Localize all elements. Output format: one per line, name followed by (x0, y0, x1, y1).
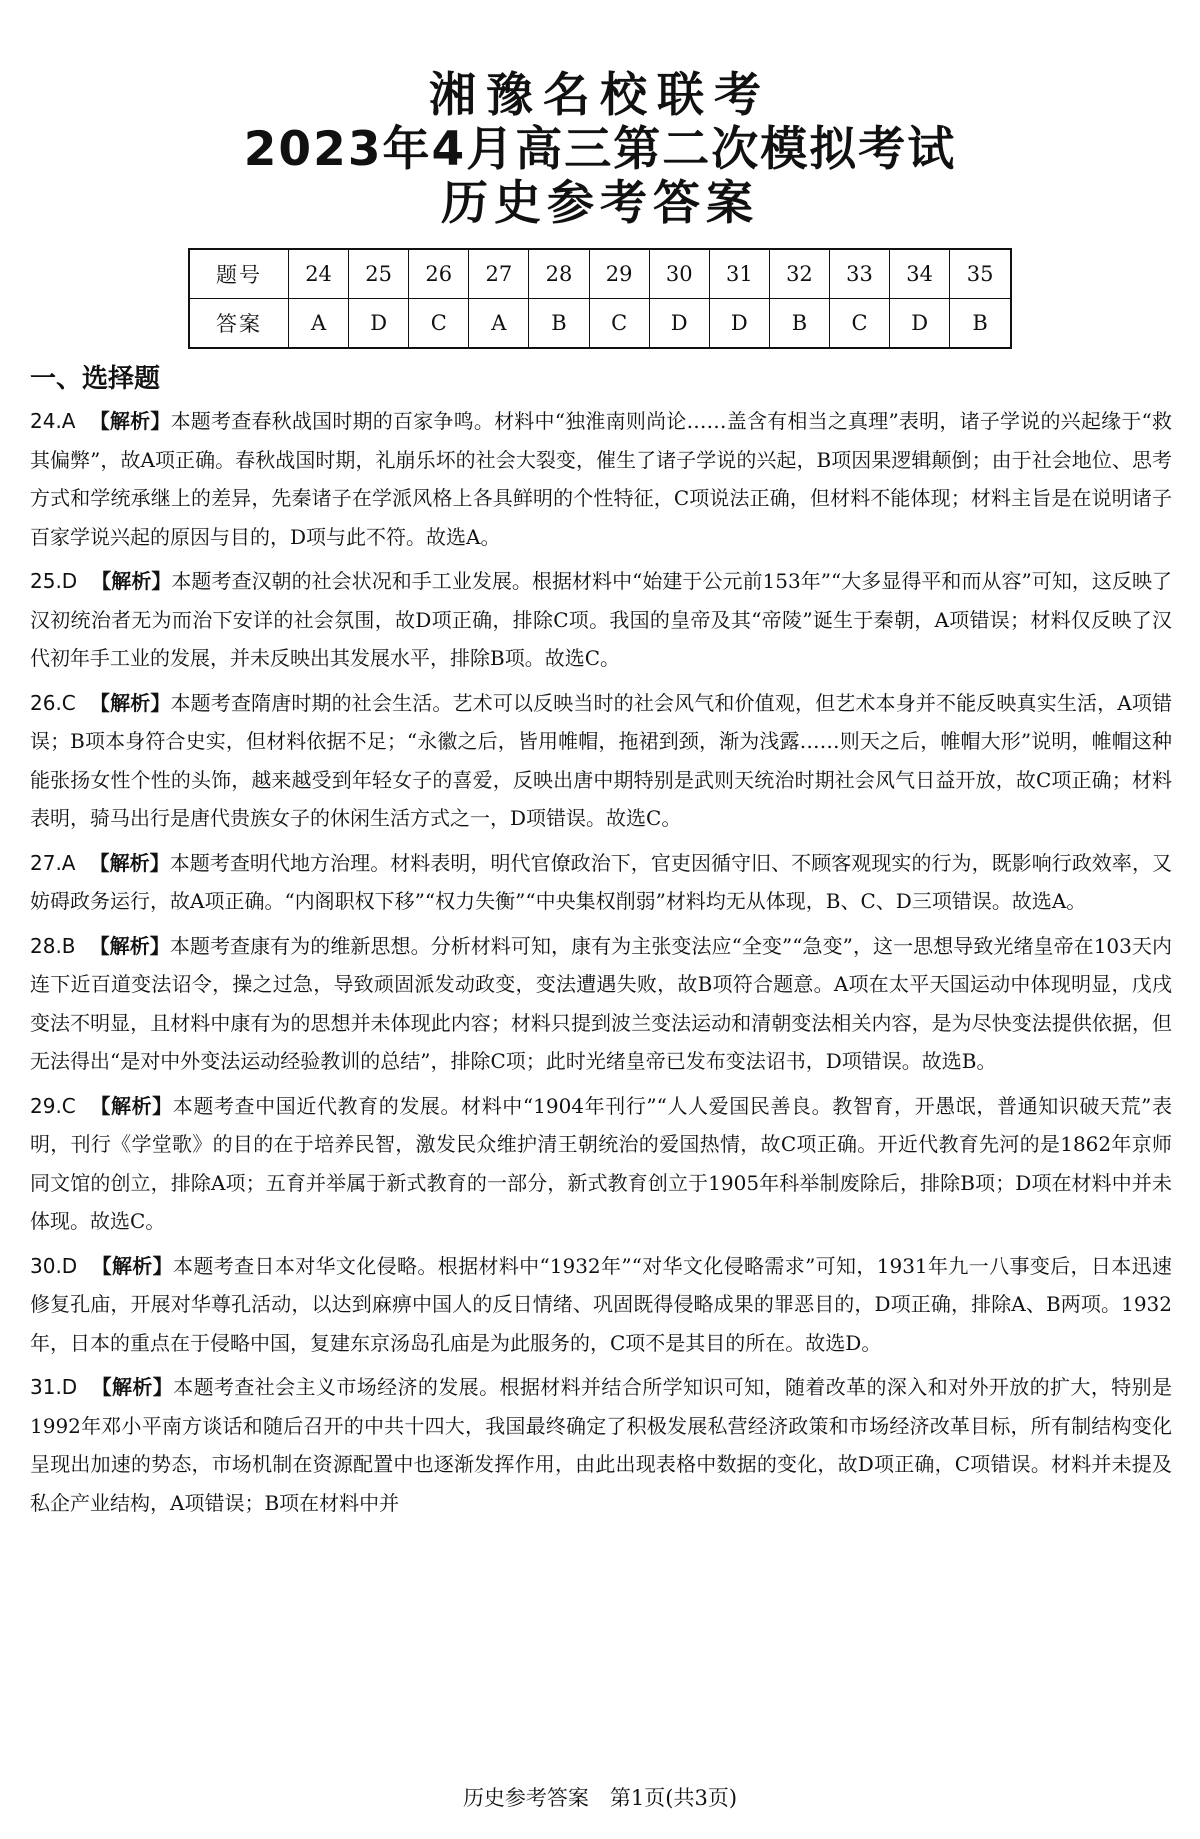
answer-cell: D (649, 299, 709, 349)
answer-explanation-item (30, 1368, 1172, 1522)
answer-cell: D (709, 299, 769, 349)
analysis-text: 本题考查隋唐时期的社会生活。艺术可以反映当时的社会风气和价值观，但艺术本身并不能反映真实生活，A项错误；B项本身符合史实，但材料依据不足；“永徽之后，皆用帷帽，拖裙到颈，渐为浅露……则天之后，帷帽大形”说明，帷帽这种能张扬女性个性的头饰，越来越受到年轻女子的喜爱，反映出唐中期特别是武则天统治时期社会风气日益开放，故C项正确；材料表明，骑马出行是唐代贵族女子的休闲生活方式之一，D项错误。故选C。 (30, 690, 1173, 830)
answer-cell: C (829, 299, 889, 349)
answer-table-row-label: 答案 (189, 299, 289, 349)
answer-explanations (30, 402, 1172, 1528)
question-number-cell: 29 (589, 249, 649, 299)
item-number: 24.A (30, 409, 76, 433)
item-number: 31.D (30, 1375, 78, 1399)
answer-cell: D (349, 299, 409, 349)
answer-table-number-row (189, 249, 1011, 299)
answer-cell: A (469, 299, 529, 349)
answer-explanation-item (30, 927, 1172, 1081)
question-number-cell: 25 (349, 249, 409, 299)
analysis-tag: 【解析】 (89, 933, 170, 958)
item-number: 28.B (30, 933, 76, 958)
item-number: 25.D (30, 569, 78, 593)
answer-explanation-item (30, 402, 1172, 556)
answer-explanation-item (30, 844, 1172, 921)
section-title: 一、选择题 (30, 364, 161, 394)
analysis-text: 本题考查春秋战国时期的百家争鸣。材料中“独淮南则尚论……盖含有相当之真理”表明，诸子学说的兴起缘于“救其偏弊”，故A项正确。春秋战国时期，礼崩乐坏的社会大裂变，催生了诸子学说的兴起，B项因果逻辑颠倒；由于社会地位、思考方式和学统承继上的差异，先秦诸子在学派风格上各具鲜明的个性特征，C项说法正确，但材料不能体现；材料主旨是在说明诸子百家学说兴起的原因与目的，D项与此不符。故选A。 (30, 409, 1172, 549)
analysis-text: 本题考查康有为的维新思想。分析材料可知，康有为主张变法应“全变”“急变”，这一思想导致光绪皇帝在103天内连下近百道变法诏令，操之过急，导致顽固派发动政变，变法遭遇失败，故B项符合题意。A项在太平天国运动中体现明显，戊戌变法不明显，且材料中康有为的思想并未体现此内容；材料只提到波兰变法运动和清朝变法相关内容，是为尽快变法提供依据，但无法得出“是对中外变法运动经验教训的总结”，排除C项；此时光绪皇帝已发布变法诏书，D项错误。故选B。 (30, 933, 1173, 1073)
page-footer: 历史参考答案 第1页(共3页) (462, 1786, 738, 1810)
answer-explanation-item (30, 1087, 1172, 1241)
item-number: 29.C (30, 1093, 76, 1118)
question-number-cell: 30 (649, 249, 709, 299)
analysis-text: 本题考查中国近代教育的发展。材料中“1904年刊行”“人人爱国民善良。教智育，开愚氓，普通知识破天荒”表明，刊行《学堂歌》的目的在于培养民智，激发民众维护清王朝统治的爱国热情，故C项正确。开近代教育先河的是1862年京师同文馆的创立，排除A项；五育并举属于新式教育的一部分，新式教育创立于1905年科举制废除后，排除B项；D项在材料中并未体现。故选C。 (30, 1093, 1173, 1233)
item-number: 27.A (30, 850, 76, 875)
answer-cell: C (409, 299, 469, 349)
answer-explanation-item (30, 684, 1172, 838)
answer-cell: B (950, 299, 1011, 349)
question-number-cell: 31 (709, 249, 769, 299)
analysis-tag: 【解析】 (91, 1253, 174, 1278)
question-number-cell: 28 (529, 249, 589, 299)
answer-cell: B (769, 299, 829, 349)
question-number-cell: 35 (950, 249, 1011, 299)
item-number: 26.C (30, 690, 76, 715)
answer-cell: B (529, 299, 589, 349)
page-title-line1: 湘豫名校联考 (429, 68, 771, 123)
analysis-text: 本题考查社会主义市场经济的发展。根据材料并结合所学知识可知，随着改革的深入和对外开放的扩大，特别是1992年邓小平南方谈话和随后召开的中共十四大，我国最终确定了积极发展私营经济政策和市场经济改革目标，所有制结构变化呈现出加速的势态，市场机制在资源配置中也逐渐发挥作用，由此出现表格中数据的变化，故D项正确，C项错误。材料并未提及私企产业结构，A项错误；B项在材料中并 (30, 1375, 1173, 1515)
page-title-line3: 历史参考答案 (441, 176, 759, 231)
analysis-text: 本题考查日本对华文化侵略。根据材料中“1932年”“对华文化侵略需求”可知，1931年九一八事变后，日本迅速修复孔庙，开展对华尊孔活动，以达到麻痹中国人的反日情绪、巩固既得侵略成果的罪恶目的，D项正确，排除A、B两项。1932年，日本的重点在于侵略中国，复建东京汤岛孔庙是为此服务的，C项不是其目的所在。故选D。 (30, 1253, 1172, 1355)
analysis-tag: 【解析】 (91, 569, 172, 593)
item-number: 30.D (30, 1253, 78, 1278)
analysis-text: 本题考查汉朝的社会状况和手工业发展。根据材料中“始建于公元前153年”“大多显得平和而从容”可知，这反映了汉初统治者无为而治下安详的社会氛围，故D项正确，排除C项。我国的皇帝及其“帝陵”诞生于秦朝，A项错误；材料仅反映了汉代初年手工业的发展，并未反映出其发展水平，排除B项。故选C。 (30, 569, 1173, 670)
question-number-cell: 34 (890, 249, 950, 299)
answer-explanation-item (30, 1247, 1172, 1363)
answer-table-row-label: 题号 (189, 249, 289, 299)
analysis-tag: 【解析】 (89, 690, 171, 715)
analysis-tag: 【解析】 (89, 409, 171, 433)
page-title-line2: 2023年4月高三第二次模拟考试 (243, 122, 957, 177)
question-number-cell: 33 (829, 249, 889, 299)
question-number-cell: 26 (409, 249, 469, 299)
answer-cell: D (890, 299, 950, 349)
question-number-cell: 24 (289, 249, 349, 299)
analysis-tag: 【解析】 (89, 850, 170, 875)
analysis-text: 本题考查明代地方治理。材料表明，明代官僚政治下，官吏因循守旧、不顾客观现实的行为，既影响行政效率，又妨碍政务运行，故A项正确。“内阁职权下移”“权力失衡”“中央集权削弱”材料均无从体现，B、C、D三项错误。故选A。 (30, 850, 1173, 913)
question-number-cell: 27 (469, 249, 529, 299)
answer-explanation-item (30, 562, 1172, 678)
question-number-cell: 32 (769, 249, 829, 299)
answer-table (188, 248, 1012, 349)
analysis-tag: 【解析】 (89, 1093, 173, 1118)
analysis-tag: 【解析】 (91, 1375, 174, 1399)
answer-table-answer-row (189, 299, 1011, 349)
answer-cell: A (289, 299, 349, 349)
answer-cell: C (589, 299, 649, 349)
